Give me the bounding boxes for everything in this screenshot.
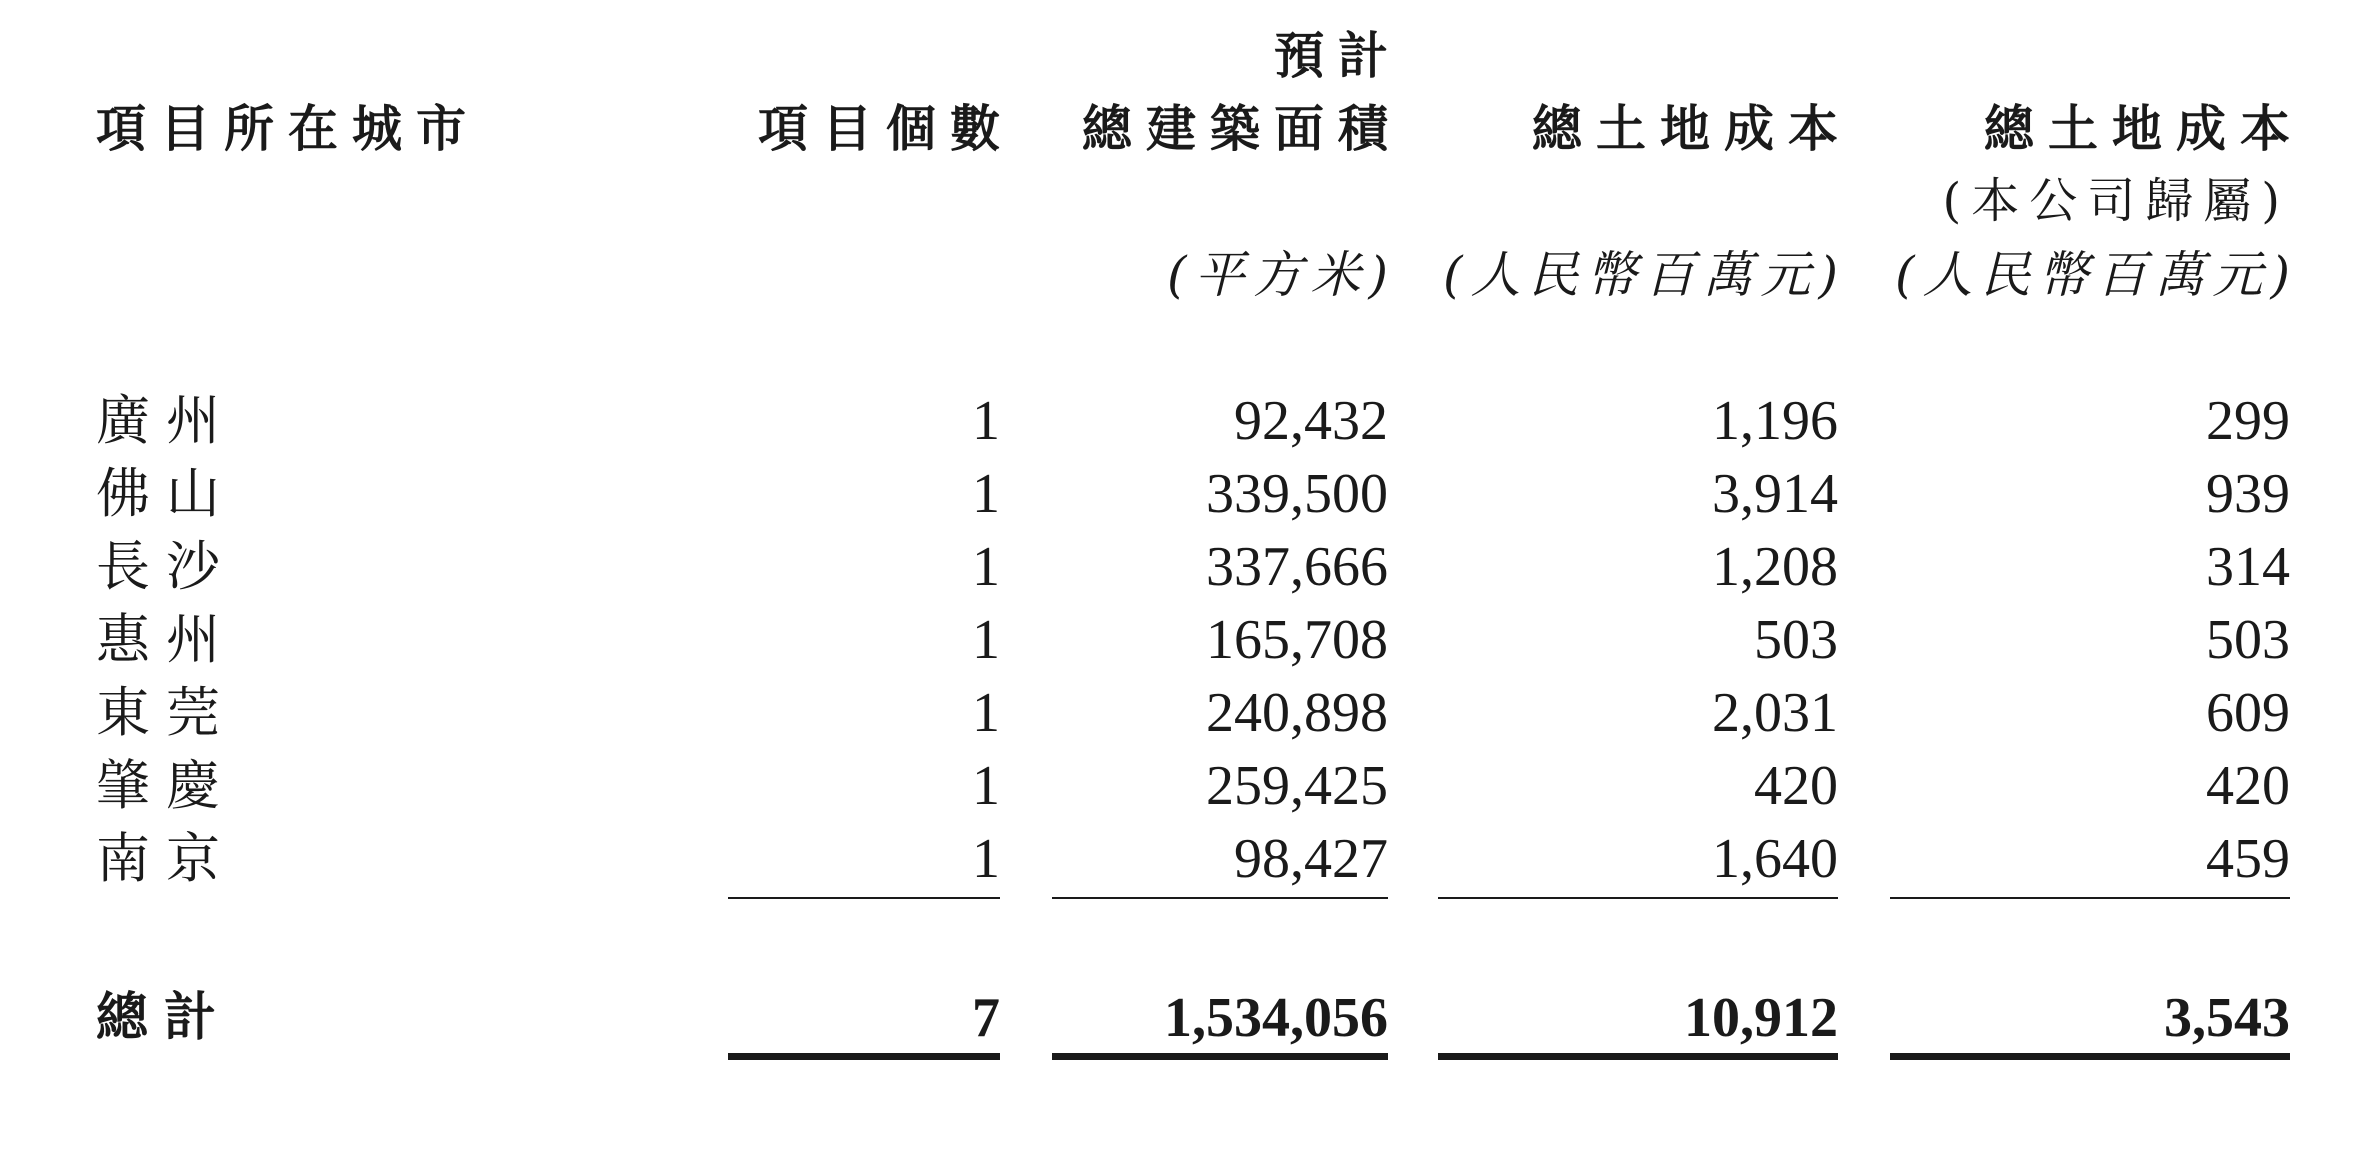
row-count: 1 <box>972 536 1000 598</box>
row-city: 東莞 <box>96 681 236 744</box>
row-gfa: 92,432 <box>1234 390 1388 452</box>
total-attr-cost: 3,543 <box>2164 987 2290 1049</box>
row-attr-cost: 314 <box>2206 536 2290 598</box>
row-count: 1 <box>972 609 1000 671</box>
row-city: 長沙 <box>96 535 236 598</box>
total-label: 總計 <box>96 988 233 1048</box>
row-attr-cost: 609 <box>2206 682 2290 744</box>
header-attr-land-cost: 總土地成本 <box>1984 100 2304 158</box>
row-gfa: 240,898 <box>1206 682 1388 744</box>
total-count: 7 <box>972 987 1000 1049</box>
total-rule-gfa <box>1052 1053 1388 1060</box>
header-attr-land-cost-unit: (人民幣百萬元) <box>1894 246 2298 304</box>
row-land-cost: 1,208 <box>1712 536 1838 598</box>
header-gfa-line1: 預計 <box>1274 27 1402 85</box>
subtotal-rule-land-cost <box>1438 897 1838 899</box>
total-rule-land-cost <box>1438 1053 1838 1060</box>
row-city: 肇慶 <box>96 754 236 817</box>
header-attr-land-cost-sub: (本公司歸屬) <box>1942 173 2290 229</box>
row-attr-cost: 299 <box>2206 390 2290 452</box>
row-land-cost: 2,031 <box>1712 682 1838 744</box>
header-gfa-line2: 總建築面積 <box>1082 100 1402 158</box>
row-city: 南京 <box>96 827 236 890</box>
row-count: 1 <box>972 828 1000 890</box>
row-attr-cost: 459 <box>2206 828 2290 890</box>
row-count: 1 <box>972 463 1000 525</box>
row-land-cost: 503 <box>1754 609 1838 671</box>
row-gfa: 259,425 <box>1206 755 1388 817</box>
row-city: 廣州 <box>96 389 236 452</box>
row-attr-cost: 939 <box>2206 463 2290 525</box>
header-project-count: 項目個數 <box>758 100 1014 158</box>
row-land-cost: 1,640 <box>1712 828 1838 890</box>
header-city: 項目所在城市 <box>96 100 480 158</box>
row-gfa: 98,427 <box>1234 828 1388 890</box>
total-land-cost: 10,912 <box>1684 987 1838 1049</box>
total-gfa: 1,534,056 <box>1164 987 1388 1049</box>
row-attr-cost: 420 <box>2206 755 2290 817</box>
row-count: 1 <box>972 682 1000 744</box>
row-city: 惠州 <box>96 608 236 671</box>
subtotal-rule-gfa <box>1052 897 1388 899</box>
row-city: 佛山 <box>96 462 236 525</box>
row-count: 1 <box>972 755 1000 817</box>
row-land-cost: 3,914 <box>1712 463 1838 525</box>
row-land-cost: 1,196 <box>1712 390 1838 452</box>
row-gfa: 165,708 <box>1206 609 1388 671</box>
header-land-cost-unit: (人民幣百萬元) <box>1442 246 1846 304</box>
header-gfa-unit: (平方米) <box>1166 246 1396 304</box>
row-land-cost: 420 <box>1754 755 1838 817</box>
total-rule-count <box>728 1053 1000 1060</box>
subtotal-rule-count <box>728 897 1000 899</box>
row-gfa: 339,500 <box>1206 463 1388 525</box>
subtotal-rule-attr-cost <box>1890 897 2290 899</box>
row-attr-cost: 503 <box>2206 609 2290 671</box>
total-rule-attr-cost <box>1890 1053 2290 1060</box>
header-land-cost: 總土地成本 <box>1532 100 1852 158</box>
row-count: 1 <box>972 390 1000 452</box>
row-gfa: 337,666 <box>1206 536 1388 598</box>
